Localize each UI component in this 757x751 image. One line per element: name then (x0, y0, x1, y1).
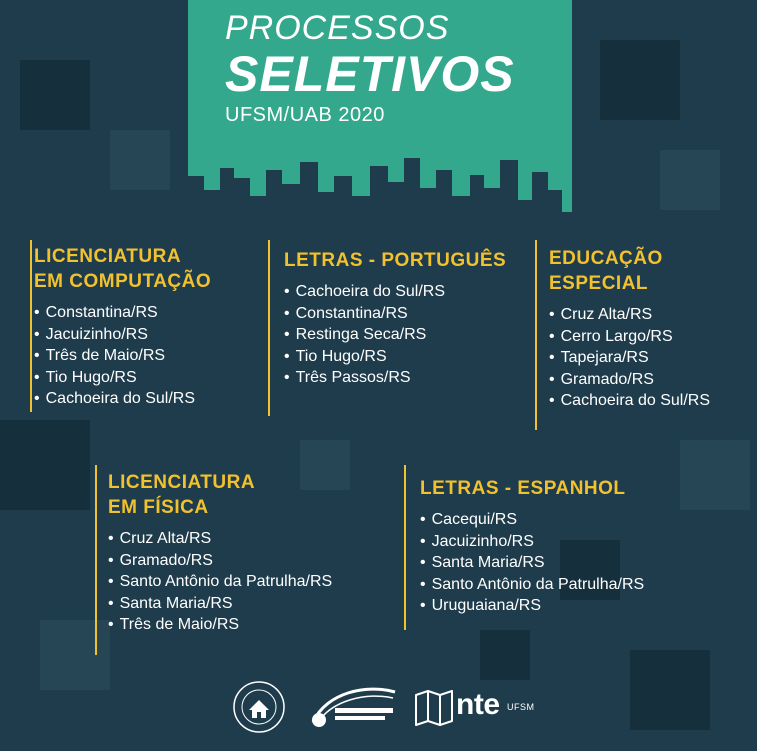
list-item: • Jacuizinho/RS (420, 531, 644, 553)
city-list (34, 302, 211, 410)
course-title: EDUCAÇÃO ESPECIAL (549, 248, 663, 294)
list-item: • Restinga Seca/RS (284, 324, 506, 346)
title-line-2: SELETIVOS (225, 46, 515, 102)
course-licenciatura-computacao (34, 244, 211, 410)
list-item: • Gramado/RS (549, 369, 710, 391)
course-licenciatura-fisica (108, 470, 332, 636)
city-list (420, 509, 644, 617)
divider-5 (404, 465, 406, 630)
course-educacao-especial (549, 246, 710, 412)
nte-label: nte (456, 688, 500, 721)
course-title: LETRAS - ESPANHOL (420, 478, 626, 499)
banner-title (225, 8, 555, 127)
city-list (549, 304, 710, 412)
course-title: LETRAS - PORTUGUÊS (284, 250, 507, 271)
list-item: • Santa Maria/RS (108, 593, 332, 615)
list-item: • Cruz Alta/RS (549, 304, 710, 326)
nte-logo-icon (414, 684, 544, 730)
list-item: • Tapejara/RS (549, 347, 710, 369)
divider-2 (268, 240, 270, 416)
list-item: • Cachoeira do Sul/RS (549, 390, 710, 412)
list-item: • Cachoeira do Sul/RS (284, 281, 506, 303)
title-line-3: UFSM/UAB 2020 (225, 104, 385, 126)
ufsm-seal-icon (232, 680, 286, 734)
list-item: • Cachoeira do Sul/RS (34, 388, 211, 410)
city-list (284, 281, 506, 389)
list-item: • Santa Maria/RS (420, 552, 644, 574)
footer-logos (0, 670, 757, 740)
title-banner (0, 0, 757, 225)
course-letras-espanhol (420, 476, 644, 617)
list-item: • Cacequi/RS (420, 509, 644, 531)
list-item: • Cruz Alta/RS (108, 528, 332, 550)
list-item: • Gramado/RS (108, 550, 332, 572)
book-icon (414, 687, 454, 727)
list-item: • Santo Antônio da Patrulha/RS (108, 571, 332, 593)
list-item: • Três de Maio/RS (34, 345, 211, 367)
divider-4 (95, 465, 97, 655)
list-item: • Constantina/RS (34, 302, 211, 324)
list-item: • Tio Hugo/RS (284, 346, 506, 368)
list-item: • Cerro Largo/RS (549, 326, 710, 348)
list-item: • Três Passos/RS (284, 367, 506, 389)
divider-3 (535, 240, 537, 430)
uab-logo-icon (307, 682, 399, 732)
list-item: • Três de Maio/RS (108, 614, 332, 636)
title-line-1: PROCESSOS (225, 9, 450, 47)
divider-1 (30, 240, 32, 412)
nte-sublabel: UFSM (507, 702, 535, 712)
list-item: • Tio Hugo/RS (34, 367, 211, 389)
list-item: • Jacuizinho/RS (34, 324, 211, 346)
course-title: LICENCIATURA EM FÍSICA (108, 472, 256, 518)
list-item: • Constantina/RS (284, 303, 506, 325)
course-title: LICENCIATURA EM COMPUTAÇÃO (34, 246, 212, 292)
course-letras-portugues (284, 248, 506, 389)
list-item: • Santo Antônio da Patrulha/RS (420, 574, 644, 596)
city-list (108, 528, 332, 636)
list-item: • Uruguaiana/RS (420, 595, 644, 617)
